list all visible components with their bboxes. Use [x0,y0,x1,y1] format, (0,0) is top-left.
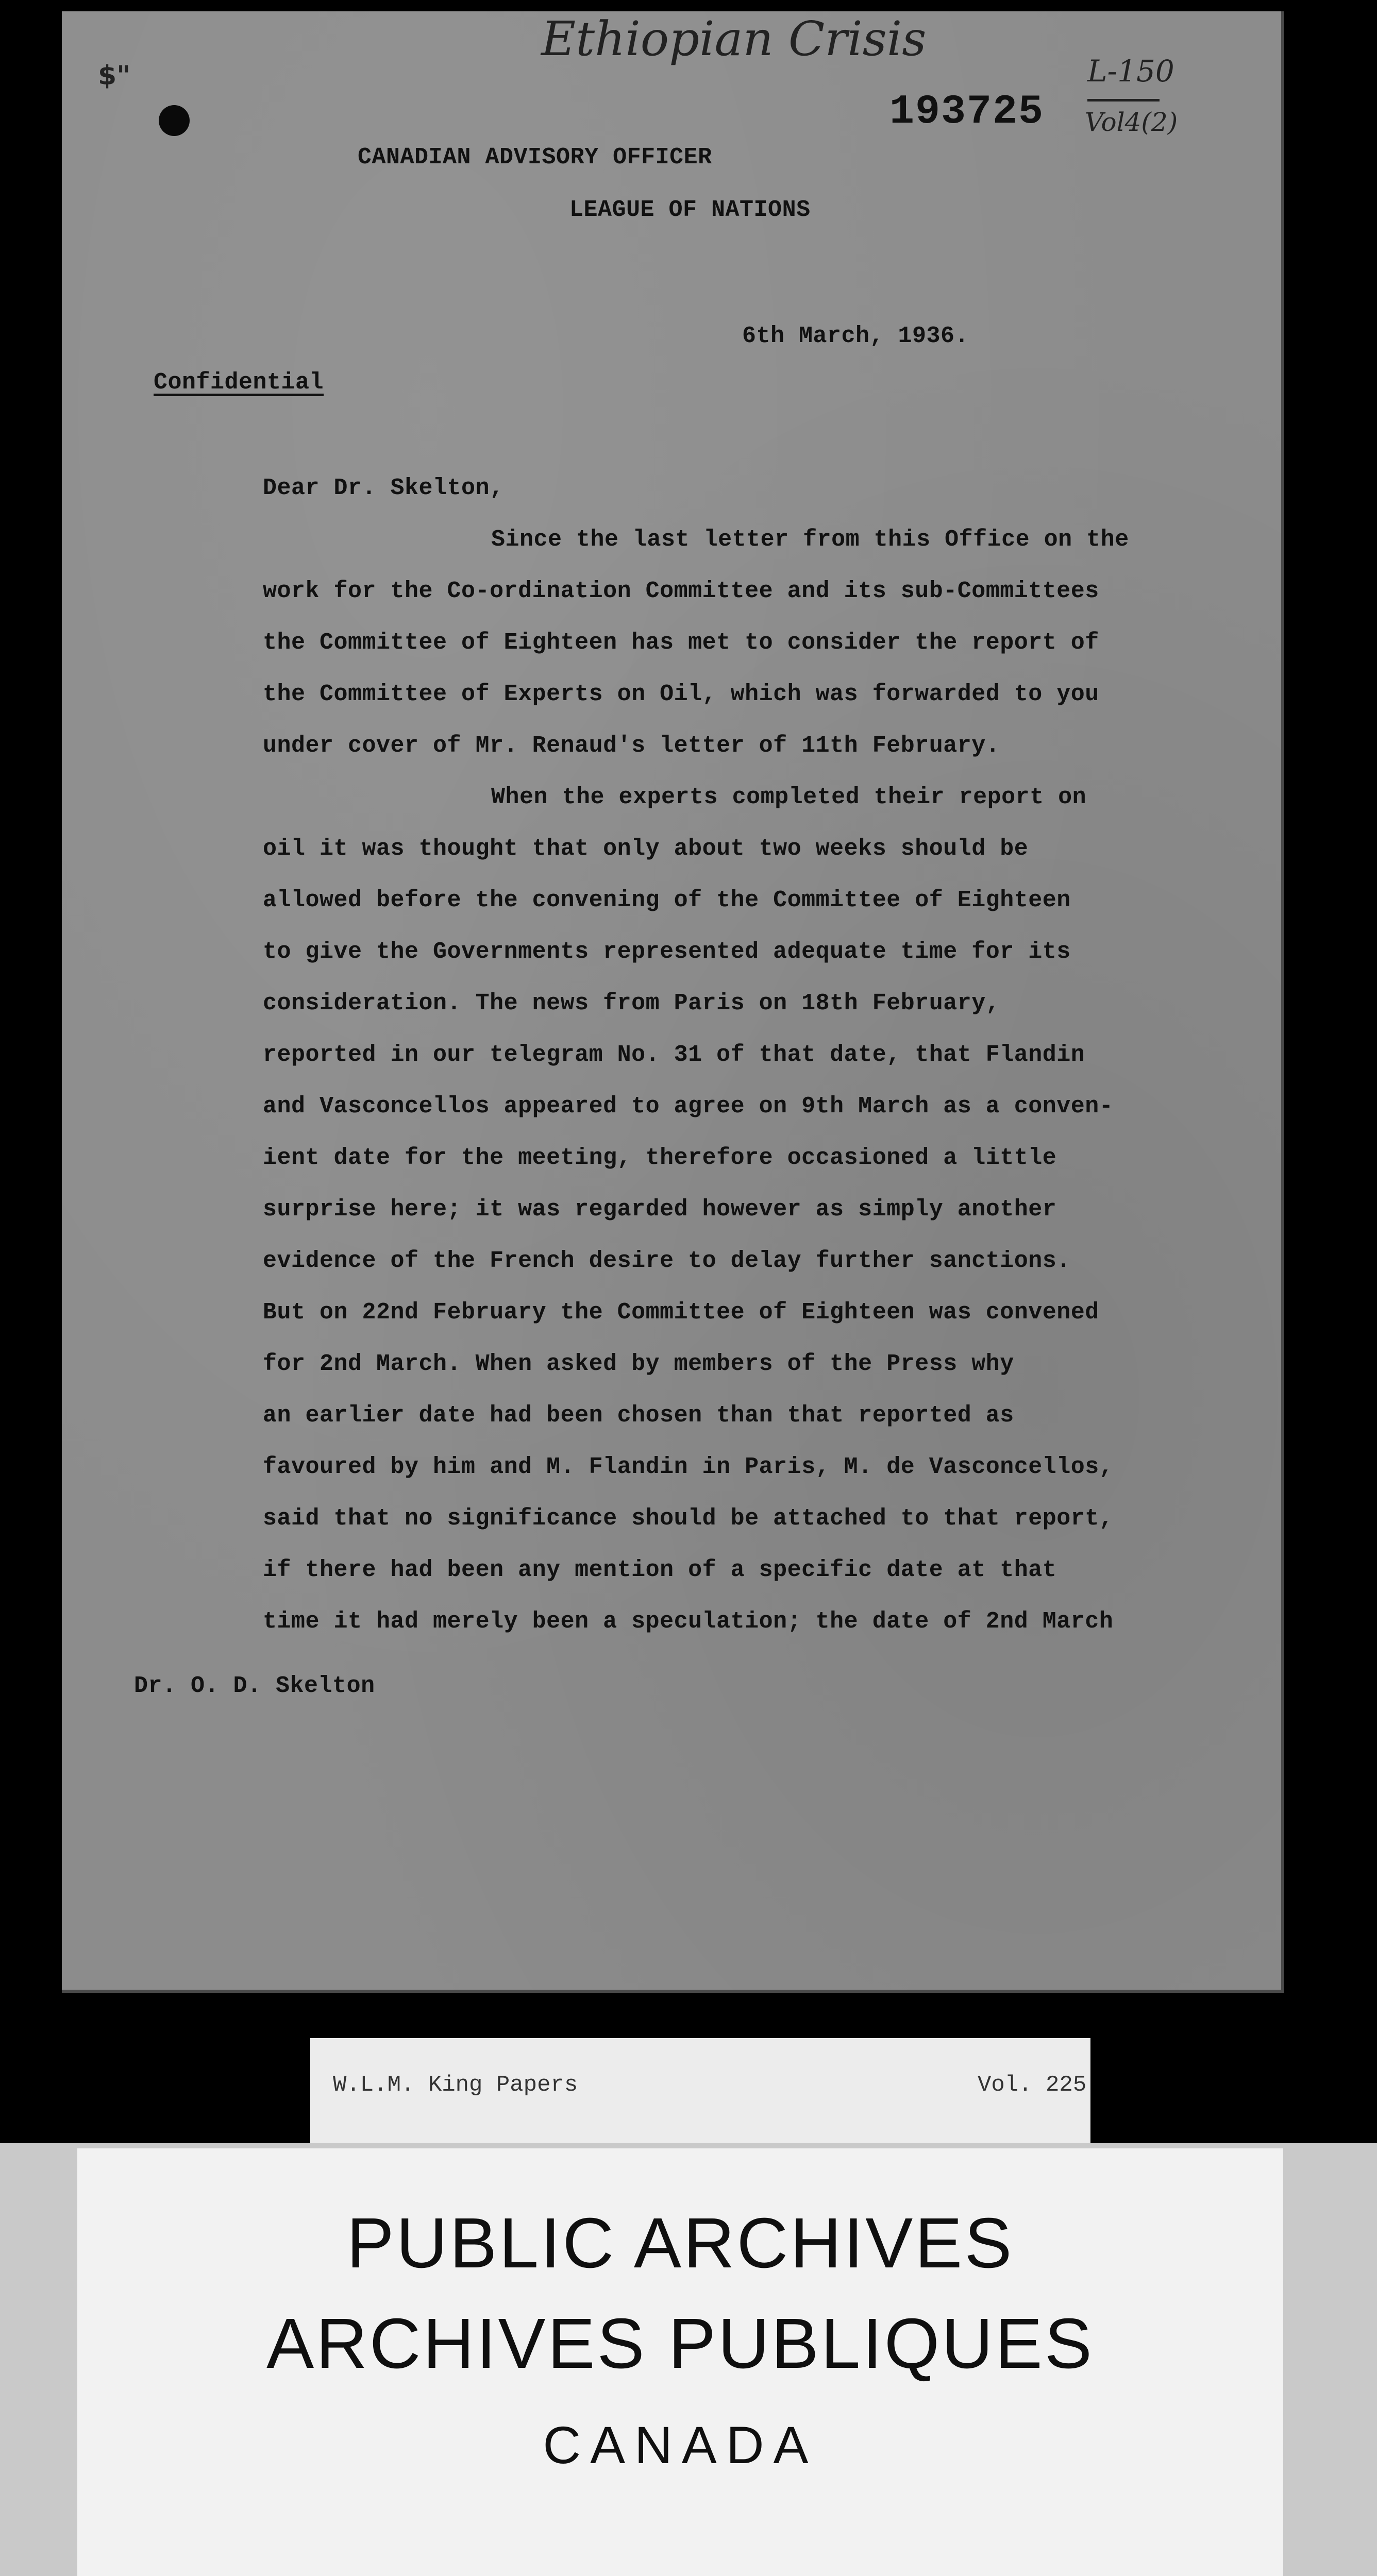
body-line: work for the Co-ordination Committee and its sub-Committees [263,578,1099,604]
banner-line-country: CANADA [543,2416,818,2475]
body-line: favoured by him and M. Flandin in Paris, M. de Vasconcellos, [263,1454,1114,1480]
handwritten-ref-top: L-150 [1087,54,1174,89]
archives-card [77,2148,1283,2576]
body-line: surprise here; it was regarded however as simply another [263,1196,1057,1223]
banner-line-french: ARCHIVES PUBLIQUES [266,2304,1094,2383]
body-line: the Committee of Eighteen has met to consider the report of [263,630,1099,656]
body-line: time it had merely been a speculation; the date of 2nd March [263,1608,1114,1635]
body-line: But on 22nd February the Committee of Eighteen was convened [263,1299,1099,1326]
body-line: said that no significance should be attached to that report, [263,1505,1114,1532]
handwritten-ref-bottom: Vol4(2) [1085,107,1178,137]
collection-name: W.L.M. King Papers [333,2072,578,2098]
document-number: 193725 [889,89,1045,135]
banner-line-english: PUBLIC ARCHIVES [346,2204,1014,2283]
body-line: reported in our telegram No. 31 of that date, that Flandin [263,1042,1085,1068]
body-line: if there had been any mention of a specific date at that [263,1557,1057,1583]
body-line: When the experts completed their report on [491,784,1087,810]
body-line: oil it was thought that only about two weeks should be [263,836,1029,862]
salutation: Dear Dr. Skelton, [263,475,504,501]
body-line: and Vasconcellos appeared to agree on 9th March as a conven- [263,1093,1114,1120]
archives-banner [0,2143,1377,2576]
body-line: an earlier date had been chosen than that reported as [263,1402,1014,1429]
body-line: under cover of Mr. Renaud's letter of 11th February. [263,733,1000,759]
letterhead-office: CANADIAN ADVISORY OFFICER [358,144,712,171]
body-line: the Committee of Experts on Oil, which was forwarded to you [263,681,1099,707]
body-line: to give the Governments represented adequate time for its [263,939,1071,965]
confidential-marking: Confidential [154,369,324,396]
body-line: for 2nd March. When asked by members of the Press why [263,1351,1014,1377]
body-line: allowed before the convening of the Committee of Eighteen [263,887,1071,913]
letterhead-league: LEAGUE OF NATIONS [569,197,811,223]
handwritten-ref-divider [1087,99,1160,101]
collection-label [310,2038,1090,2144]
punch-hole [159,105,190,136]
volume-number: Vol. 225 [978,2072,1087,2098]
letter-page [62,11,1284,1993]
addressee: Dr. O. D. Skelton [134,1673,375,1699]
handwritten-title: Ethiopian Crisis [541,11,927,66]
body-line: consideration. The news from Paris on 18th February, [263,990,1000,1016]
letter-date: 6th March, 1936. [742,323,969,349]
body-line: evidence of the French desire to delay further sanctions. [263,1248,1071,1274]
body-line: ient date for the meeting, therefore occasioned a little [263,1145,1057,1171]
corner-mark: $" [98,60,131,91]
body-line: Since the last letter from this Office on the [491,527,1129,553]
